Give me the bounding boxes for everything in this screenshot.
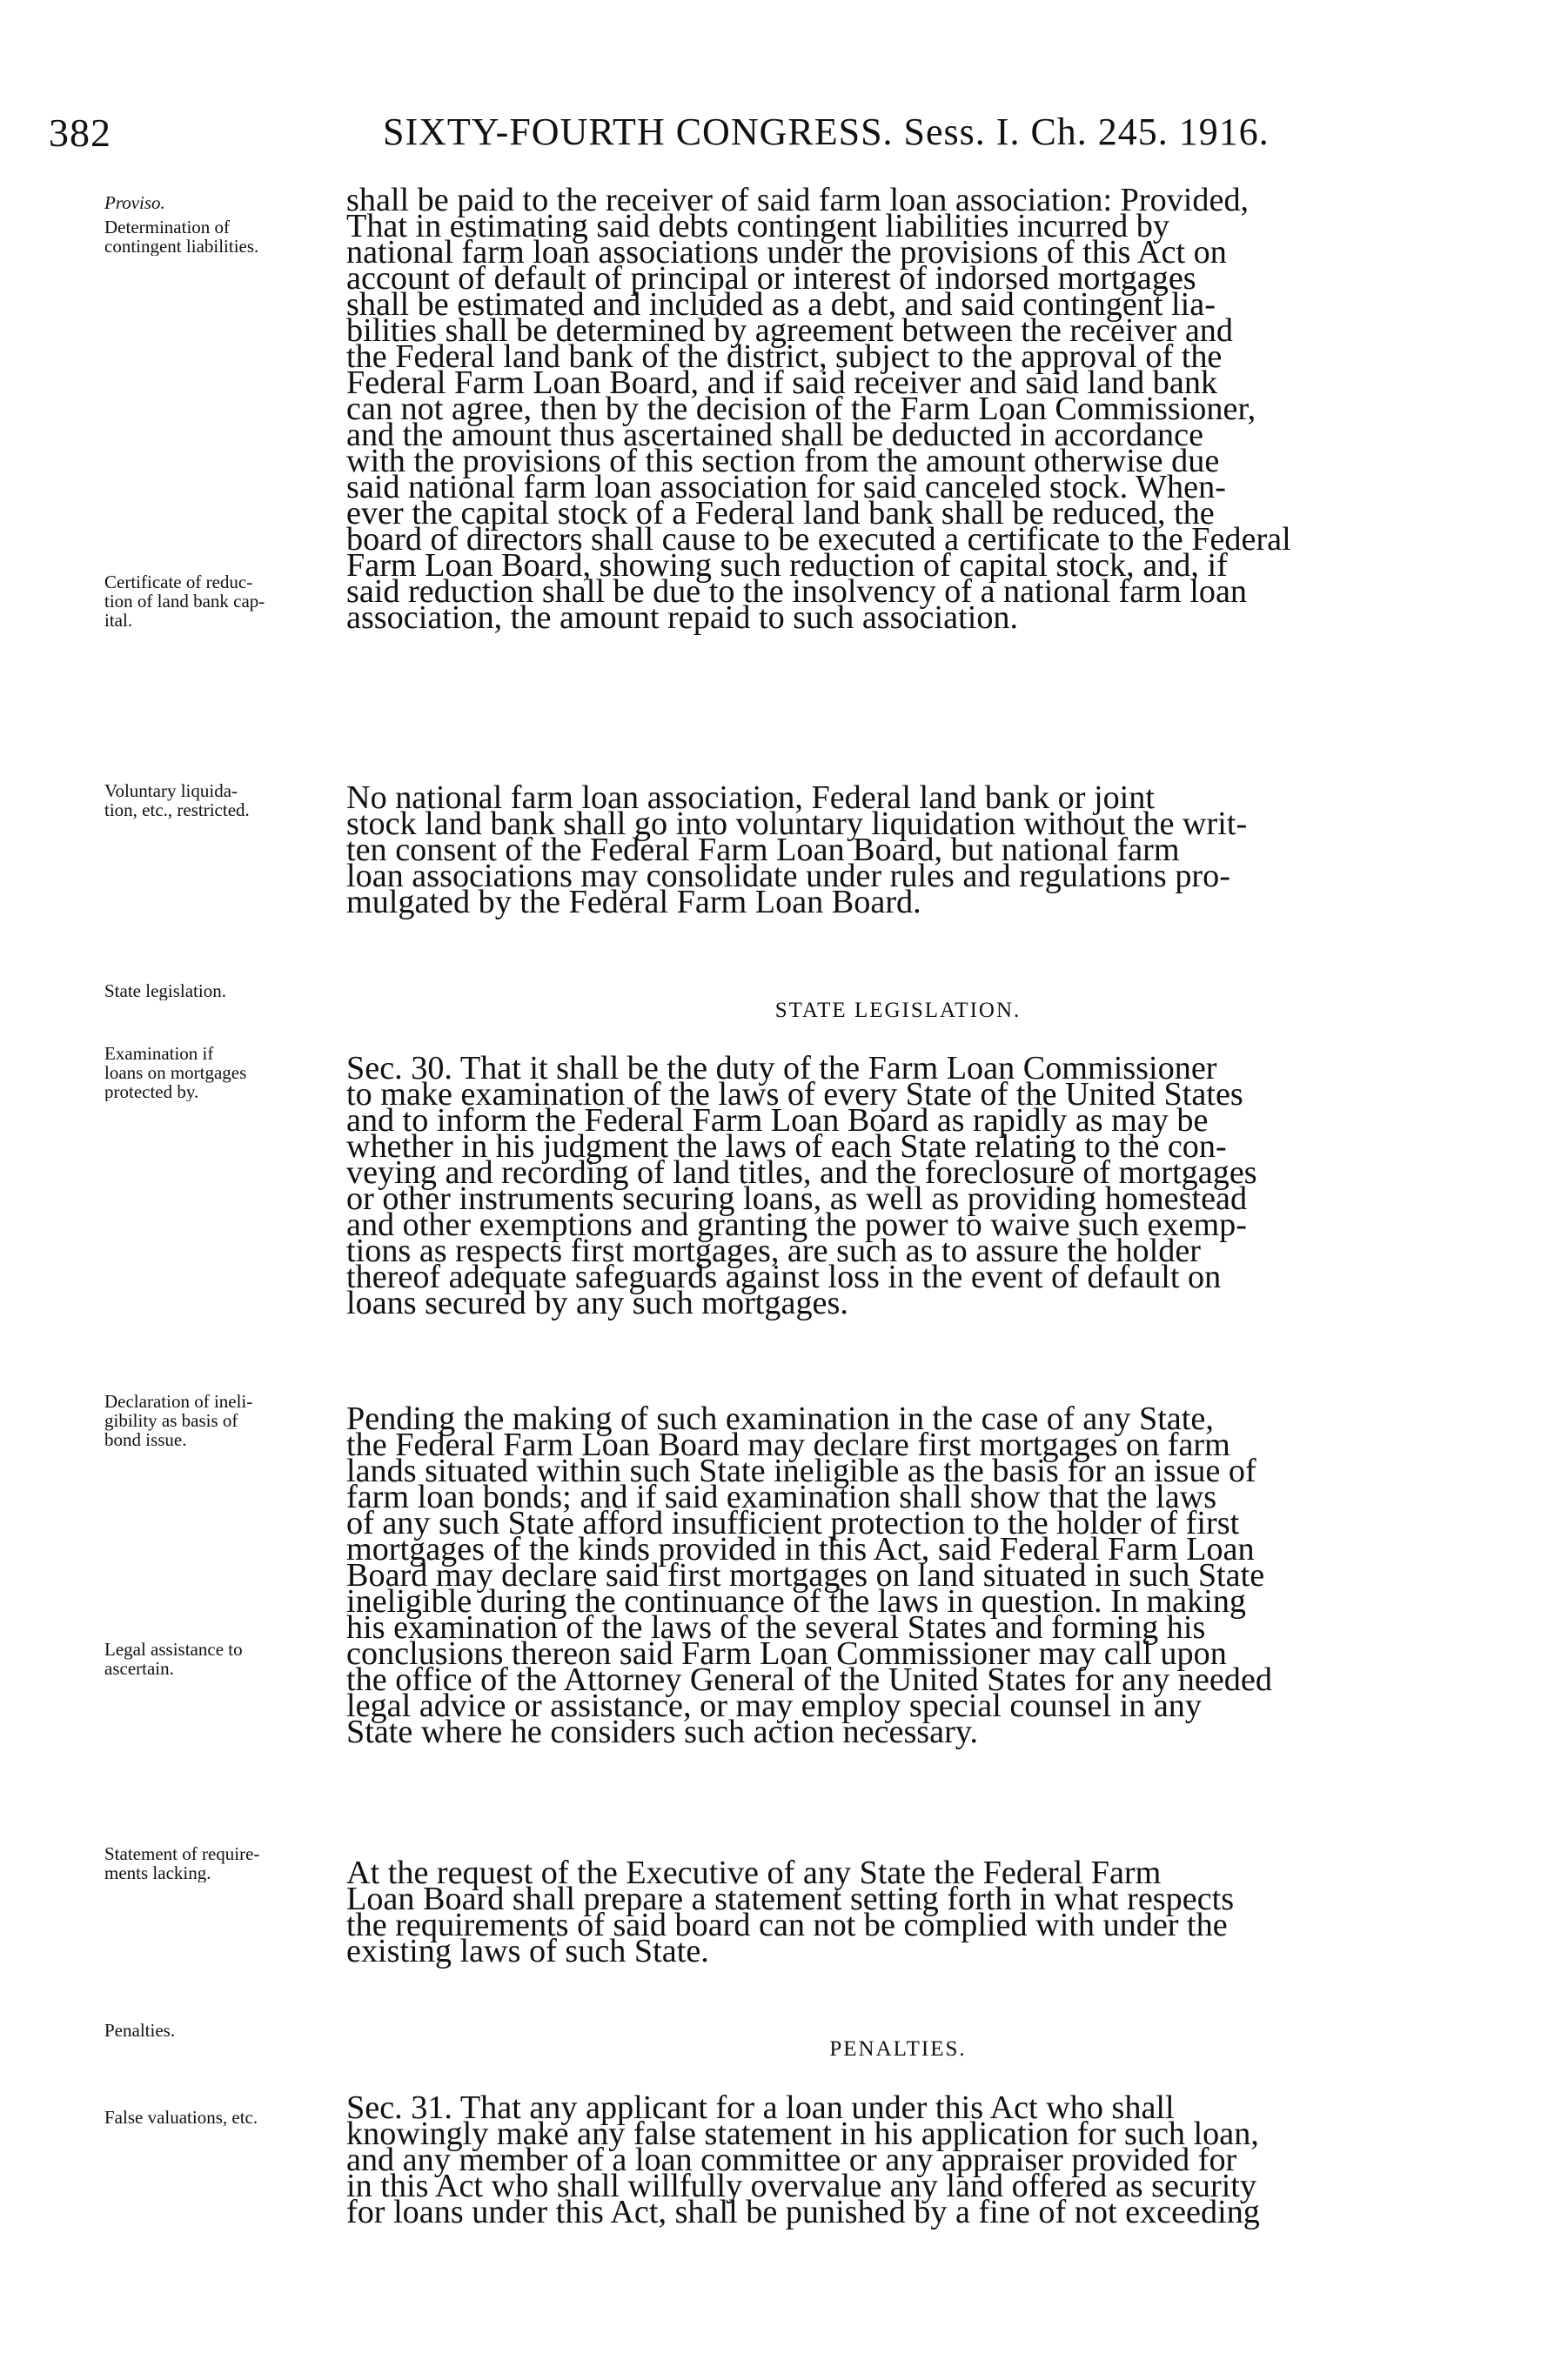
margin-note-line: Penalties. bbox=[104, 2021, 176, 2040]
text-line: ten consent of the Federal Farm Loan Board, but national farm bbox=[346, 832, 1180, 868]
text-line: national farm loan associations under the provisions of this Act on bbox=[346, 234, 1227, 271]
text-line: and other exemptions and granting the power to waive such exemp- bbox=[346, 1207, 1247, 1243]
margin-note-contingent-liabilities bbox=[104, 217, 339, 256]
text-line: mortgages of the kinds provided in this Act, said Federal Farm Loan bbox=[346, 1531, 1255, 1568]
margin-note-line: ascertain. bbox=[104, 1658, 174, 1678]
margin-note-line: Certificate of reduc- bbox=[104, 572, 253, 592]
text-line: can not agree, then by the decision of the Farm Loan Commissioner, bbox=[346, 391, 1256, 427]
text-line: conclusions thereon said Farm Loan Commissioner may call upon bbox=[346, 1635, 1227, 1672]
margin-note-line: Legal assistance to bbox=[104, 1640, 243, 1660]
margin-note-line: gibility as basis of bbox=[104, 1410, 238, 1431]
margin-note-line: protected by. bbox=[104, 1081, 199, 1101]
margin-note-state-legislation bbox=[104, 981, 339, 1000]
text-line: loan associations may consolidate under rules and regulations pro- bbox=[346, 858, 1230, 894]
text-line: in this Act who shall willfully overvalue any land offered as security bbox=[346, 2168, 1257, 2204]
paragraph-voluntary-liquidation bbox=[346, 779, 1450, 920]
text-line: knowingly make any false statement in his application for such loan, bbox=[346, 2116, 1259, 2152]
margin-note-line: False valuations, etc. bbox=[104, 2108, 258, 2127]
text-line: the Federal land bank of the district, subject to the approval of the bbox=[346, 338, 1223, 375]
text-line: the requirements of said board can not be complied with under the bbox=[346, 1907, 1228, 1943]
margin-note-line: Determination of bbox=[104, 217, 231, 237]
text-line: stock land bank shall go into voluntary liquidation without the writ- bbox=[346, 806, 1248, 842]
margin-note-line: State legislation. bbox=[104, 981, 226, 1000]
running-head: SIXTY-FOURTH CONGRESS. Sess. I. Ch. 245. 1916. bbox=[383, 110, 1270, 153]
text-line: At the request of the Executive of any State the Federal Farm bbox=[346, 1855, 1162, 1891]
paragraph-state-executive-request bbox=[346, 1855, 1450, 1969]
margin-note-line: bond issue. bbox=[104, 1429, 187, 1449]
margin-note-line: ments lacking. bbox=[104, 1862, 211, 1882]
text-line: for loans under this Act, shall be punished by a fine of not exceeding bbox=[346, 2194, 1260, 2230]
text-line: account of default of principal or interest of indorsed mortgages bbox=[346, 260, 1196, 297]
text-line: the office of the Attorney General of the United States for any needed bbox=[346, 1661, 1272, 1698]
margin-note-line: Statement of require- bbox=[104, 1844, 260, 1864]
text-line: mulgated by the Federal Farm Loan Board. bbox=[346, 884, 921, 920]
text-line: Federal Farm Loan Board, and if said receiver and said land bank bbox=[346, 364, 1218, 401]
text-line: to make examination of the laws of every State of the United States bbox=[346, 1076, 1243, 1113]
text-line: the Federal Farm Loan Board may declare first mortgages on farm bbox=[346, 1427, 1230, 1463]
margin-note-examination bbox=[104, 1044, 339, 1101]
text-line: ineligible during the continuance of the laws in question. In making bbox=[346, 1583, 1247, 1620]
text-line: existing laws of such State. bbox=[346, 1933, 709, 1969]
text-line: said national farm loan association for said canceled stock. When- bbox=[346, 469, 1226, 505]
text-line: Sec. 31. That any applicant for a loan under this Act who shall bbox=[346, 2089, 1175, 2126]
margin-note-penalties bbox=[104, 2021, 339, 2040]
margin-note-line: tion, etc., restricted. bbox=[104, 799, 250, 819]
text-line: and to inform the Federal Farm Loan Board as rapidly as may be bbox=[346, 1102, 1209, 1139]
text-line: his examination of the laws of the several States and forming his bbox=[346, 1609, 1206, 1646]
text-line: shall be paid to the receiver of said farm loan association: Provided, bbox=[346, 182, 1250, 218]
text-line: Pending the making of such examination in the case of any State, bbox=[346, 1401, 1214, 1437]
text-line: or other instruments securing loans, as well as providing homestead bbox=[346, 1180, 1248, 1217]
margin-note-line: Voluntary liquida- bbox=[104, 781, 238, 801]
margin-note-line: Proviso. bbox=[104, 193, 165, 212]
margin-note-line: loans on mortgages bbox=[104, 1062, 247, 1083]
text-line: veying and recording of land titles, and the foreclosure of mortgages bbox=[346, 1154, 1257, 1191]
text-line: farm loan bonds; and if said examination shall show that the laws bbox=[346, 1479, 1217, 1515]
text-line: Farm Loan Board, showing such reduction of capital stock, and, if bbox=[346, 547, 1228, 584]
text-line: tions as respects first mortgages, are such as to assure the holder bbox=[346, 1233, 1201, 1269]
page-number: 382 bbox=[49, 110, 111, 155]
margin-note-line: Declaration of ineli- bbox=[104, 1392, 253, 1412]
text-line: Loan Board shall prepare a statement setting forth in what respects bbox=[346, 1881, 1235, 1917]
margin-note-declaration-ineligibility bbox=[104, 1392, 339, 1449]
text-line: of any such State afford insufficient protection to the holder of first bbox=[346, 1505, 1240, 1541]
text-line: No national farm loan association, Federal land bank or joint bbox=[346, 779, 1155, 816]
margin-note-false-valuations bbox=[104, 2108, 339, 2127]
margin-note-voluntary-liquidation bbox=[104, 781, 339, 819]
margin-note-line: tion of land bank cap- bbox=[104, 591, 265, 612]
margin-note-proviso bbox=[104, 193, 339, 212]
margin-note-statement-requirements bbox=[104, 1844, 339, 1882]
text-line: lands situated within such State ineligible as the basis for an issue of bbox=[346, 1453, 1256, 1489]
margin-note-line: ital. bbox=[104, 610, 133, 630]
section-heading-state-legislation: STATE LEGISLATION. bbox=[774, 999, 1022, 1022]
text-line: whether in his judgment the laws of each State relating to the con- bbox=[346, 1128, 1227, 1165]
margin-note-legal-assistance bbox=[104, 1640, 339, 1678]
text-line: legal advice or assistance, or may employ special counsel in any bbox=[346, 1688, 1202, 1724]
text-line: Sec. 30. That it shall be the duty of the Farm Loan Commissioner bbox=[346, 1050, 1217, 1086]
paragraph-section-31 bbox=[346, 2089, 1450, 2230]
text-line: association, the amount repaid to such association. bbox=[346, 599, 1019, 636]
text-line: with the provisions of this section from the amount otherwise due bbox=[346, 443, 1220, 479]
margin-note-line: contingent liabilities. bbox=[104, 236, 259, 256]
text-line: and any member of a loan committee or any appraiser provided for bbox=[346, 2142, 1237, 2178]
margin-note-certificate-reduction bbox=[104, 572, 339, 630]
paragraph-contingent-liabilities bbox=[346, 182, 1450, 636]
paragraph-section-30 bbox=[346, 1050, 1450, 1321]
text-line: shall be estimated and included as a debt, and said contingent lia- bbox=[346, 286, 1216, 323]
text-line: That in estimating said debts contingent liabilities incurred by bbox=[346, 208, 1169, 244]
paragraph-pending-examination bbox=[346, 1401, 1450, 1750]
text-line: board of directors shall cause to be executed a certificate to the Federal bbox=[346, 521, 1291, 558]
text-line: State where he considers such action necessary. bbox=[346, 1714, 978, 1750]
text-line: said reduction shall be due to the insolvency of a national farm loan bbox=[346, 573, 1247, 610]
text-line: loans secured by any such mortgages. bbox=[346, 1285, 848, 1321]
text-line: thereof adequate safeguards against loss in the event of default on bbox=[346, 1259, 1222, 1295]
text-line: Board may declare said first mortgages on land situated in such State bbox=[346, 1557, 1265, 1594]
margin-note-line: Examination if bbox=[104, 1044, 214, 1064]
text-line: ever the capital stock of a Federal land bank shall be reduced, the bbox=[346, 495, 1215, 531]
page-header bbox=[0, 110, 1541, 162]
text-line: bilities shall be determined by agreement between the receiver and bbox=[346, 312, 1233, 349]
section-heading-penalties: PENALTIES. bbox=[829, 2037, 967, 2061]
text-line: and the amount thus ascertained shall be deducted in accordance bbox=[346, 417, 1204, 453]
